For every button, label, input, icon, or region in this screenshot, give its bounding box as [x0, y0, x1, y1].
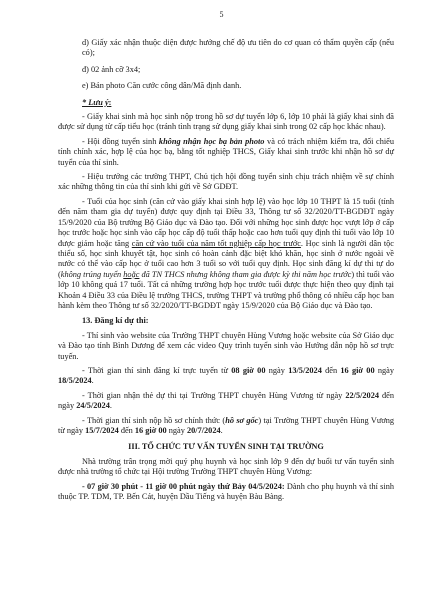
text-run: - Tuổi của học sinh (căn cứ vào giấy khai sinh hợp lệ) vào học lớp 10 THPT là 15 tuổi (tính đến năm tham gia dự tuyển) được quy định tại Điều 33, Thông tư số 32/2020/TT-BGDĐT ngày 15/9/2020 của Bộ trưởng Bộ Giáo dục và Đào tạo. Đối với những học sinh được học vượt lớp ở cấp học trước hoặc học sinh vào cấp học cấp độ tuổi thấp hoặc cao hơn tuổi quy định thì tuổi vào lớp 10 được giảm hoặc tăng	[58, 196, 394, 248]
text-run: ) tại Trường THPT chuyên Hùng Vương từ ngày	[58, 415, 395, 435]
bold-time: 16 giờ 00	[134, 426, 167, 435]
text-run: đến ngày	[58, 390, 394, 411]
note-paragraph-3: - Hiệu trưởng các trường THPT, Chủ tịch hội đồng tuyển sinh chịu trách nhiệm về sự chính xác những thông tin của thí sinh khi gửi về Sở GDĐT.	[58, 172, 394, 192]
list-item-e: e) Bản photo Căn cước công dân/Mã định danh.	[82, 81, 242, 91]
note-heading	[58, 98, 394, 108]
bold-date: 18/5/2024	[58, 376, 92, 386]
text-run: - Thời gian thí sinh nộp hồ sơ chính thức (	[82, 415, 226, 425]
note-paragraph-1: - Giấy khai sinh mà học sinh nộp trong hồ sơ dự tuyển lớp 6, lớp 10 phải là giấy khai sinh đã được sử dụng từ cấp tiểu học (tránh tình trạng sử dụng giấy khai sinh trong 02 cấp học khác nhau).	[58, 112, 394, 132]
section-13-heading: 13. Đăng kí dự thi:	[82, 316, 149, 326]
bold-date: 20/7/2024	[186, 426, 221, 435]
list-item-d: d) Giấy xác nhận thuộc diện được hưởng chế độ ưu tiên do cơ quan có thẩm quyền cấp (nếu có);	[82, 38, 394, 58]
note-colon: :	[108, 97, 112, 107]
text-run: Dành cho phụ huynh và thí sinh thuộc TP. TDM, TP. Bến Cát, huyện Dầu Tiếng và huyện Bàu Bàng.	[58, 481, 394, 502]
text-run: .	[220, 426, 223, 435]
document-body	[58, 38, 394, 506]
section-3-paragraph-2	[58, 482, 394, 503]
text-run: - Thời gian thí sinh đăng kí trực tuyến từ	[82, 365, 232, 375]
page-number: 5	[219, 10, 224, 19]
section-13-paragraph-3	[58, 391, 394, 412]
bold-date: 15/7/2024	[85, 426, 119, 435]
section-13-paragraph-1: - Thí sinh vào website của Trường THPT chuyên Hùng Vương hoặc website của Sở Giáo dục và Đào tạo tỉnh Bình Dương để xem các video Quy trình tuyển sinh vào Hướng dẫn nộp hồ sơ trực tuyến.	[58, 330, 394, 361]
note-paragraph-4	[58, 197, 394, 311]
section-13-paragraph-4	[58, 416, 394, 437]
italic-underlined-text: hoặc	[123, 269, 140, 279]
italic-text: đã TN THCS nhưng không tham gia được kỳ thi năm học trước	[139, 269, 352, 279]
text-run: .	[109, 401, 112, 411]
note-paragraph-2	[58, 137, 394, 168]
section-3-heading: III. TỔ CHỨC TƯ VẤN TUYỂN SINH TẠI TRƯỜNG	[128, 442, 324, 452]
text-run: ) thì tuổi vào lớp 10 không quá 17 tuổi. Tất cả những trường hợp học trước tuổi được thực hiện theo quy định tại Khoản 4 Điều 33 của Điều lệ trường THCS, trường THPT và trường phổ thông có nhiều cấp học ban hành kèm theo Thông tư số 32/2020/TT-BGDĐT ngày 15/9/2020 của Bộ Giáo dục và Đào tạo.	[58, 269, 395, 310]
text-run: .	[91, 376, 94, 386]
text-run: . Học sinh là người dân tộc thiểu số, học sinh khuyết tật, học sinh có hoàn cảnh đặc biệt khó khăn, học sinh ở nước ngoài về nước có thể vào cấp học ở tuổi cao hơn 3 tuổi so với tuổi quy định. Học sinh đăng kí dự thi tự do (	[58, 238, 394, 279]
text-run: đến	[321, 365, 341, 375]
list-item-dd: đ) 02 ảnh cỡ 3x4;	[82, 64, 141, 74]
underlined-text: căn cứ vào tuổi của năm tốt nghiệp cấp học trước	[131, 238, 301, 248]
text-run: ngày	[265, 365, 289, 375]
text-run: đến	[118, 426, 135, 435]
bold-schedule: - 07 giờ 30 phút - 11 giờ 00 phút ngày thứ Bảy 04/5/2024:	[82, 481, 285, 491]
bold-date: 24/5/2024	[76, 401, 110, 411]
italic-text: không trúng tuyển	[60, 269, 124, 279]
bold-time: 08 giờ 00	[231, 365, 266, 375]
text-run: - Thời gian nhận thẻ dự thi tại Trường THPT chuyên Hùng Vương từ ngày	[82, 390, 346, 400]
bold-time: 16 giờ 00	[340, 365, 375, 375]
bold-date: 13/5/2024	[288, 365, 322, 375]
emphasis-text: không nhận học bạ bản photo	[158, 136, 265, 146]
section-13-paragraph-2	[58, 366, 394, 387]
text-run: - Hội đồng tuyển sinh	[82, 136, 159, 146]
section-3-paragraph-1: Nhà trường trân trọng mời quý phụ huynh và học sinh lớp 9 đến dự buổi tư vấn tuyển sinh được nhà trường tổ chức tại Hội trường Trường THPT chuyên Hùng Vương:	[58, 456, 394, 477]
note-title: * Lưu ý	[82, 97, 109, 107]
text-run: ngày	[374, 365, 395, 375]
bold-date: 22/5/2024	[345, 390, 379, 400]
emphasis-text: hồ sơ gốc	[225, 415, 259, 425]
text-run: ngày	[166, 426, 187, 435]
text-run: và có trách nhiệm kiểm tra, đối chiếu tính chính xác, hợp lệ của học bạ, bằng tốt nghiệp THCS, Giấy khai sinh trước khi nhận hồ sơ dự tuyển của thí sinh.	[58, 136, 395, 167]
